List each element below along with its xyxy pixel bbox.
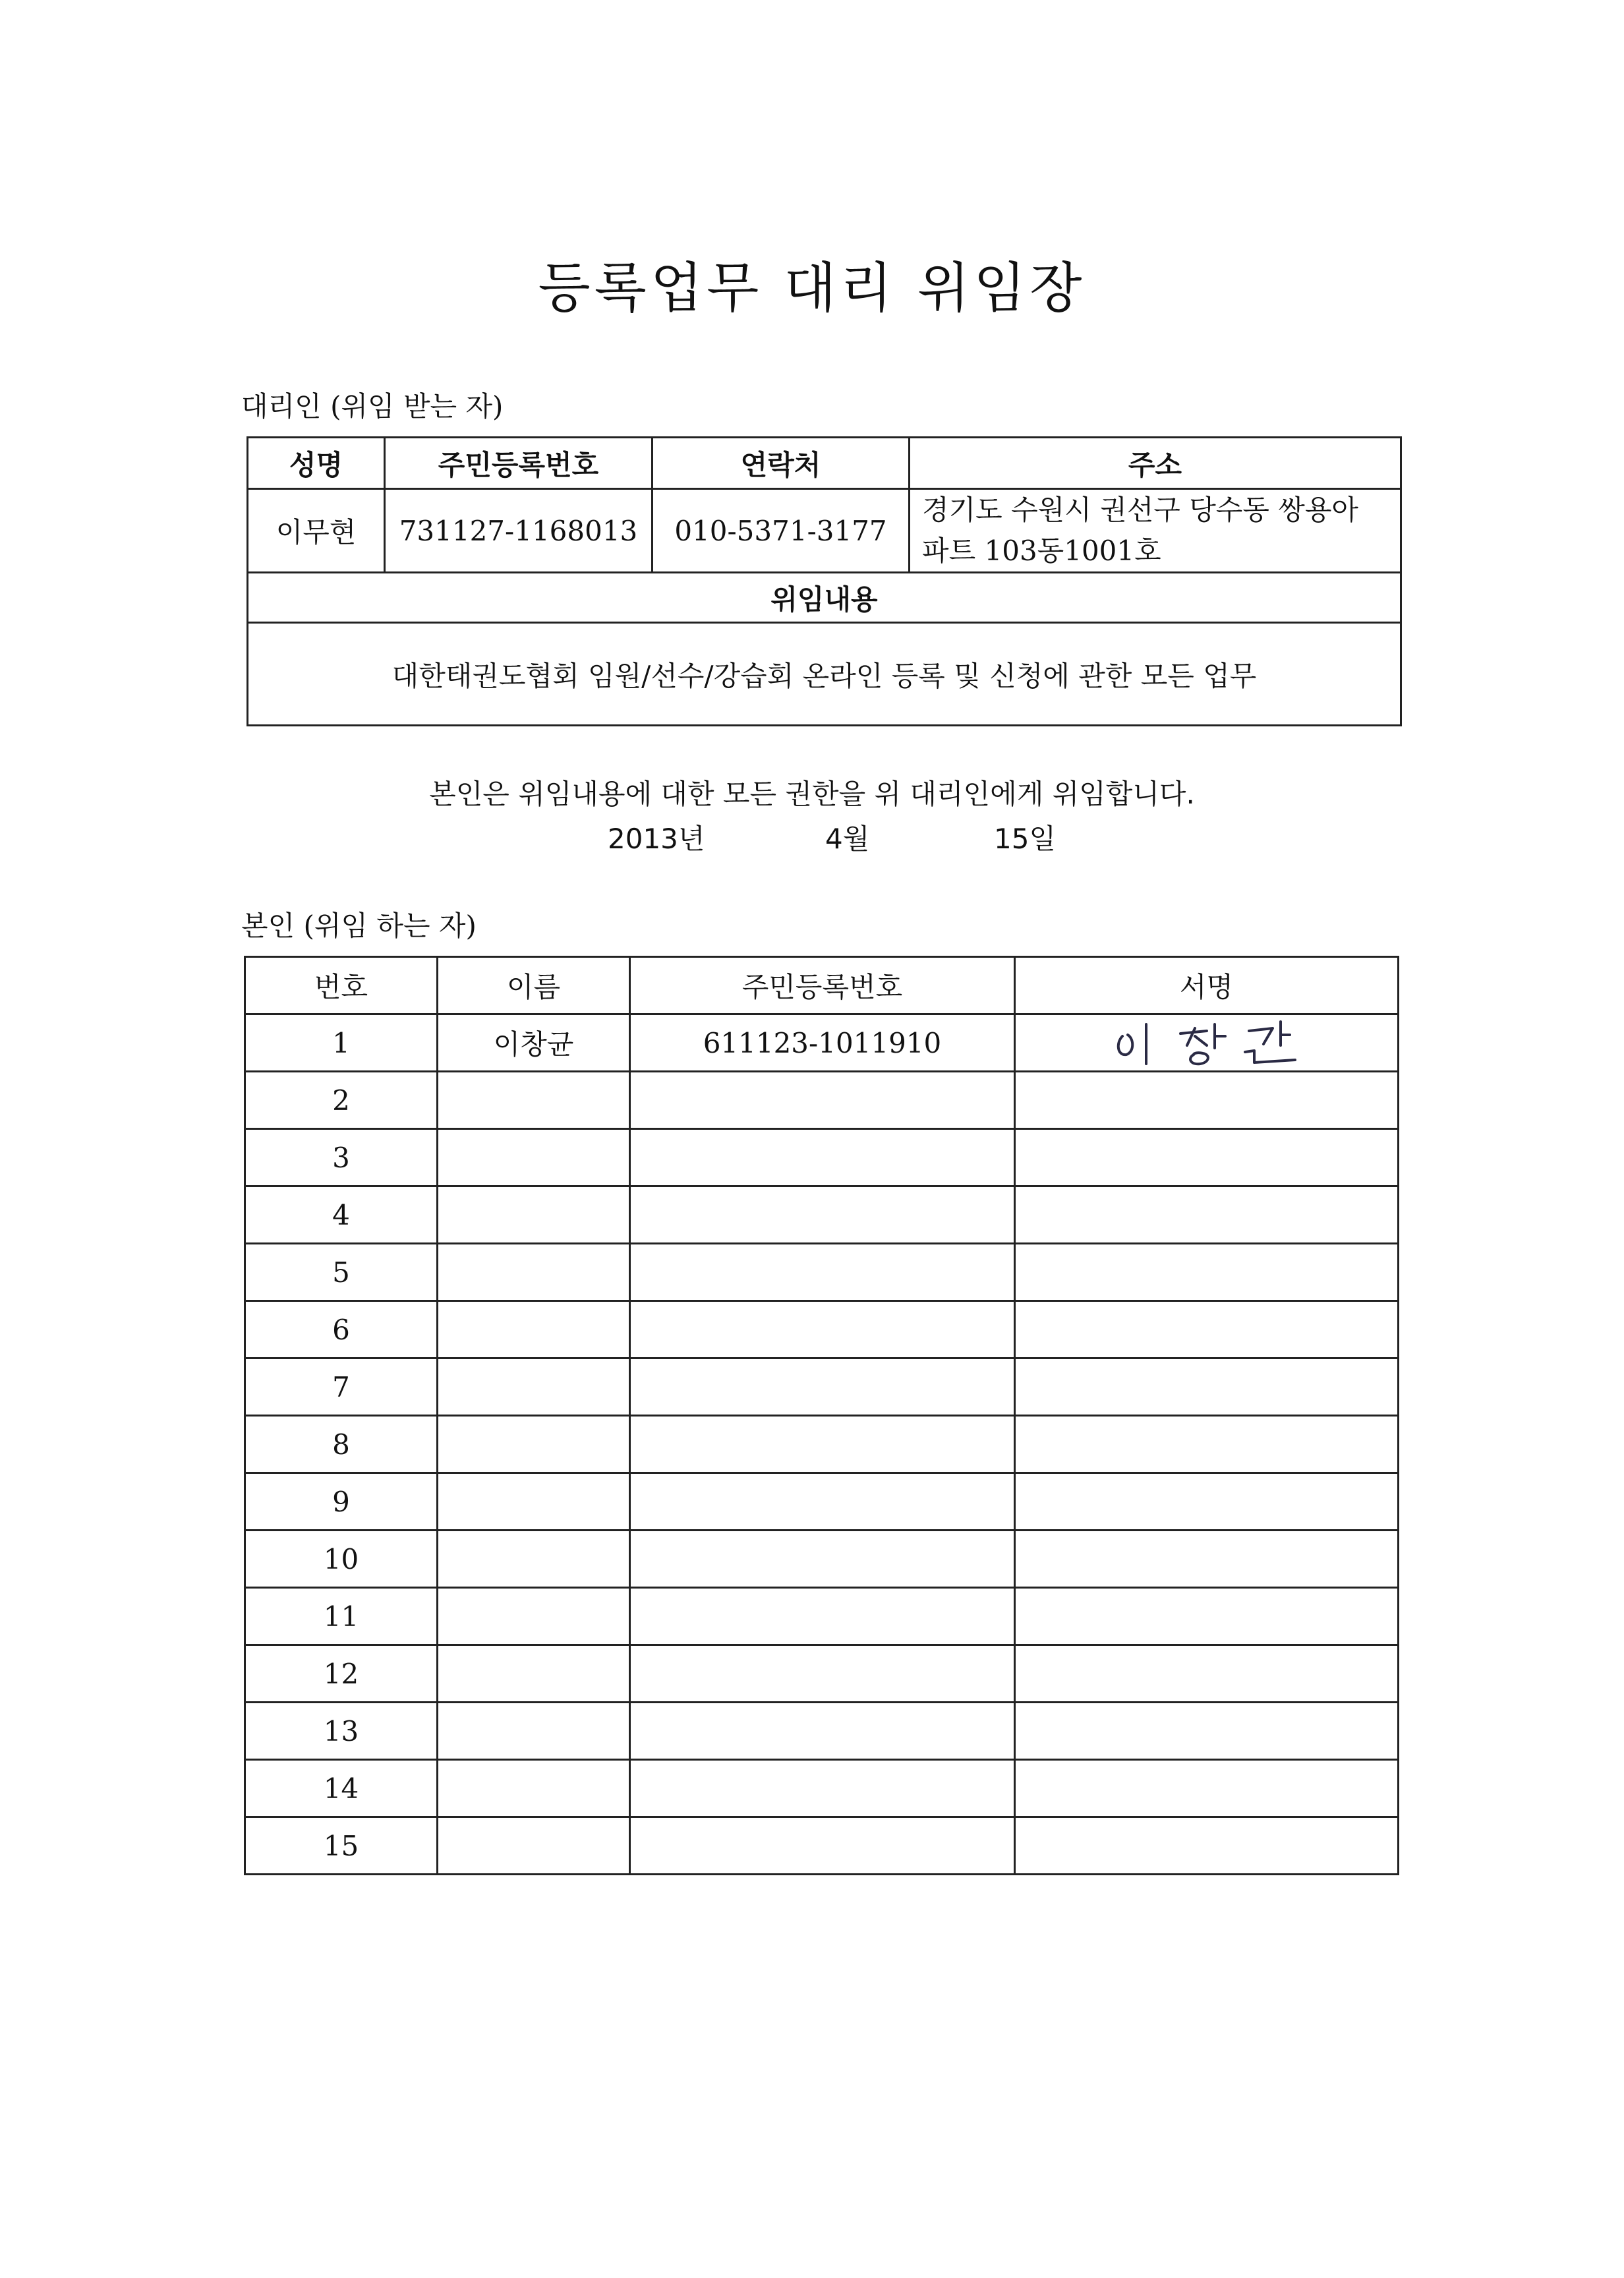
row-name bbox=[438, 1473, 630, 1531]
content-header: 위임내용 bbox=[248, 573, 1401, 623]
row-signature bbox=[1015, 1186, 1399, 1244]
principal-table-header-row bbox=[245, 957, 1399, 1014]
row-signature bbox=[1015, 1416, 1399, 1473]
header-number: 번호 bbox=[245, 957, 438, 1014]
header-address: 주소 bbox=[910, 438, 1401, 489]
row-name bbox=[438, 1186, 630, 1244]
header-resident-id: 주민등록번호 bbox=[385, 438, 652, 489]
row-name bbox=[438, 1301, 630, 1358]
delegation-content: 대한태권도협회 임원/선수/강습회 온라인 등록 및 신청에 관한 모든 업무 bbox=[248, 623, 1401, 726]
table-row bbox=[245, 1416, 1399, 1473]
table-row bbox=[245, 1817, 1399, 1875]
row-number: 3 bbox=[245, 1129, 438, 1186]
row-name bbox=[438, 1531, 630, 1588]
row-resident-id bbox=[630, 1531, 1015, 1588]
row-signature bbox=[1015, 1588, 1399, 1645]
table-row bbox=[245, 1072, 1399, 1129]
row-number: 9 bbox=[245, 1473, 438, 1531]
row-number: 1 bbox=[245, 1014, 438, 1072]
document-title: 등록업무 대리 위임장 bbox=[538, 257, 1086, 320]
row-number: 10 bbox=[245, 1531, 438, 1588]
row-resident-id bbox=[630, 1473, 1015, 1531]
row-resident-id bbox=[630, 1760, 1015, 1817]
row-resident-id bbox=[630, 1645, 1015, 1703]
date-day: 15일 bbox=[994, 823, 1057, 855]
row-resident-id bbox=[630, 1358, 1015, 1416]
agent-address-line2: 파트 103동1001호 bbox=[922, 535, 1161, 567]
row-signature bbox=[1015, 1473, 1399, 1531]
row-name: 이창균 bbox=[438, 1014, 630, 1072]
row-resident-id bbox=[630, 1244, 1015, 1301]
table-row bbox=[245, 1645, 1399, 1703]
row-resident-id bbox=[630, 1817, 1015, 1875]
agent-table-header-row bbox=[248, 438, 1401, 489]
table-row bbox=[245, 1531, 1399, 1588]
row-name bbox=[438, 1760, 630, 1817]
row-signature bbox=[1015, 1129, 1399, 1186]
header-signature: 서명 bbox=[1015, 957, 1399, 1014]
agent-phone: 010-5371-3177 bbox=[652, 489, 910, 573]
row-resident-id bbox=[630, 1416, 1015, 1473]
row-signature bbox=[1015, 1072, 1399, 1129]
row-number: 7 bbox=[245, 1358, 438, 1416]
row-resident-id bbox=[630, 1703, 1015, 1760]
row-resident-id bbox=[630, 1072, 1015, 1129]
row-number: 13 bbox=[245, 1703, 438, 1760]
agent-address-line1: 경기도 수원시 권선구 당수동 쌍용아 bbox=[922, 494, 1358, 526]
header-name: 성명 bbox=[248, 438, 385, 489]
row-name bbox=[438, 1129, 630, 1186]
delegation-statement: 본인은 위임내용에 대한 모든 권한을 위 대리인에게 위임합니다. bbox=[429, 778, 1195, 810]
row-resident-id bbox=[630, 1588, 1015, 1645]
row-number: 15 bbox=[245, 1817, 438, 1875]
row-resident-id bbox=[630, 1186, 1015, 1244]
row-name bbox=[438, 1645, 630, 1703]
content-row bbox=[248, 623, 1401, 726]
header-person-name: 이름 bbox=[438, 957, 630, 1014]
row-number: 2 bbox=[245, 1072, 438, 1129]
table-row bbox=[245, 1301, 1399, 1358]
date-month: 4월 bbox=[825, 823, 870, 855]
row-signature bbox=[1015, 1531, 1399, 1588]
row-number: 8 bbox=[245, 1416, 438, 1473]
row-resident-id: 611123-1011910 bbox=[630, 1014, 1015, 1072]
table-row bbox=[245, 1473, 1399, 1531]
row-name bbox=[438, 1358, 630, 1416]
row-signature bbox=[1015, 1817, 1399, 1875]
agent-address bbox=[910, 489, 1401, 573]
agent-table-row bbox=[248, 489, 1401, 573]
row-name bbox=[438, 1817, 630, 1875]
row-number: 12 bbox=[245, 1645, 438, 1703]
agent-section-label: 대리인 (위임 받는 자) bbox=[241, 390, 504, 423]
row-number: 14 bbox=[245, 1760, 438, 1817]
row-signature bbox=[1015, 1703, 1399, 1760]
row-resident-id bbox=[630, 1129, 1015, 1186]
row-name bbox=[438, 1244, 630, 1301]
table-row bbox=[245, 1760, 1399, 1817]
row-signature bbox=[1015, 1014, 1399, 1072]
header-person-resident-id: 주민등록번호 bbox=[630, 957, 1015, 1014]
row-signature bbox=[1015, 1645, 1399, 1703]
handwritten-signature bbox=[1108, 1016, 1306, 1069]
row-number: 11 bbox=[245, 1588, 438, 1645]
principal-table bbox=[244, 956, 1399, 1875]
row-signature bbox=[1015, 1301, 1399, 1358]
row-name bbox=[438, 1588, 630, 1645]
row-name bbox=[438, 1072, 630, 1129]
table-row bbox=[245, 1703, 1399, 1760]
table-row bbox=[245, 1014, 1399, 1072]
agent-name: 이무현 bbox=[248, 489, 385, 573]
row-name bbox=[438, 1703, 630, 1760]
principal-section-label: 본인 (위임 하는 자) bbox=[241, 910, 477, 942]
table-row bbox=[245, 1129, 1399, 1186]
row-signature bbox=[1015, 1244, 1399, 1301]
table-row bbox=[245, 1588, 1399, 1645]
table-row bbox=[245, 1186, 1399, 1244]
content-header-row bbox=[248, 573, 1401, 623]
table-row bbox=[245, 1244, 1399, 1301]
header-phone: 연락처 bbox=[652, 438, 910, 489]
row-number: 5 bbox=[245, 1244, 438, 1301]
row-resident-id bbox=[630, 1301, 1015, 1358]
row-signature bbox=[1015, 1760, 1399, 1817]
agent-table bbox=[246, 436, 1402, 726]
table-row bbox=[245, 1358, 1399, 1416]
row-signature bbox=[1015, 1358, 1399, 1416]
row-number: 6 bbox=[245, 1301, 438, 1358]
row-number: 4 bbox=[245, 1186, 438, 1244]
row-name bbox=[438, 1416, 630, 1473]
agent-resident-id: 731127-1168013 bbox=[385, 489, 652, 573]
date-year: 2013년 bbox=[608, 823, 705, 855]
